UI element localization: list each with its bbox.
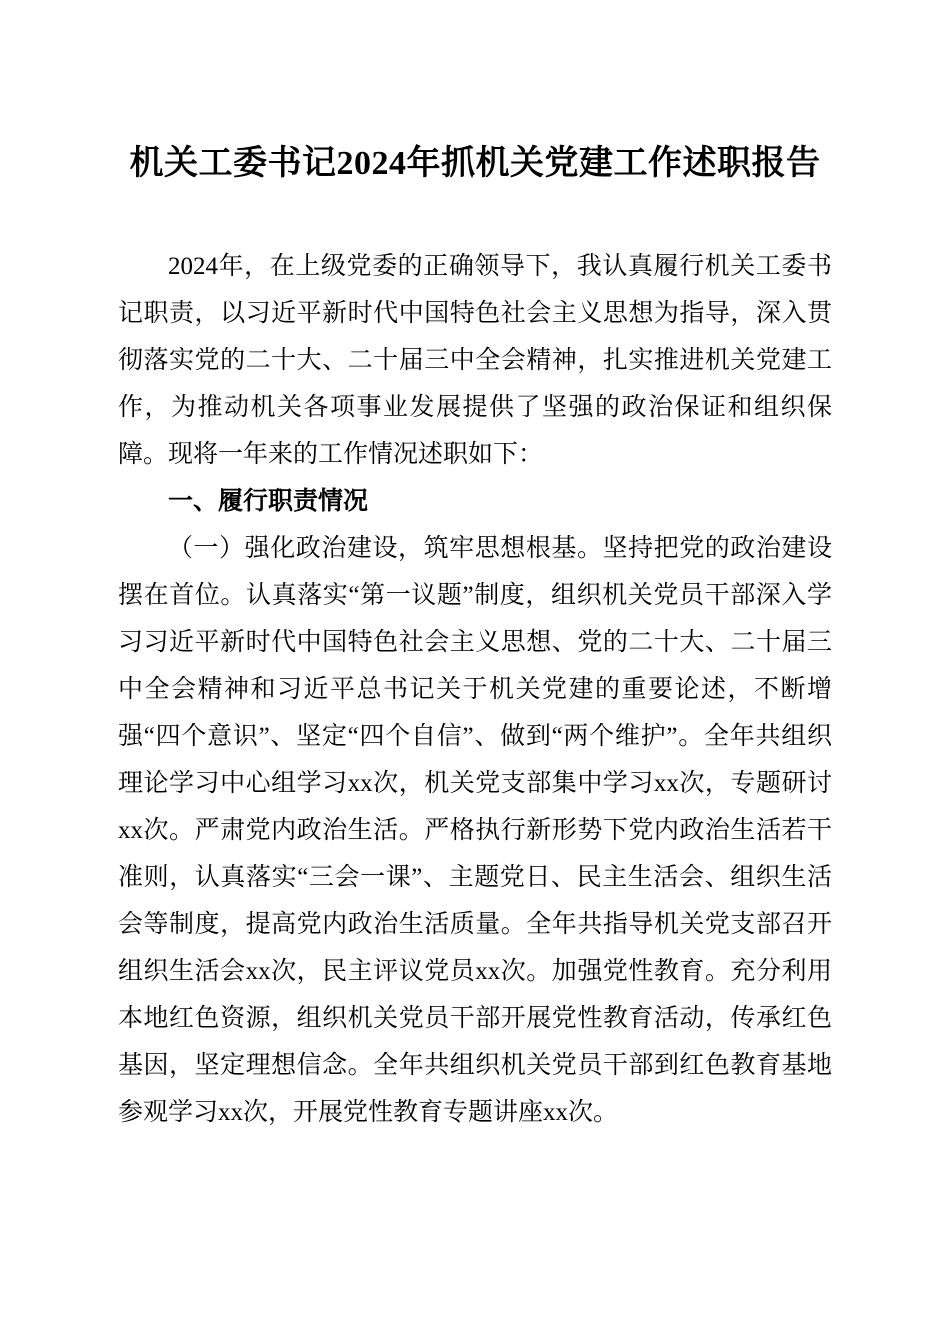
paragraph-intro: 2024年，在上级党委的正确领导下，我认真履行机关工委书记职责，以习近平新时代中国特色社会主义思想为指导，深入贯彻落实党的二十大、二十届三中全会精神，扎实推进机关党建工作，为推动机关各项事业发展提供了坚强的政治保证和组织保障。现将一年来的工作情况述职如下：: [118, 252, 832, 468]
document-title: 机关工委书记2024年抓机关党建工作述职报告: [129, 145, 821, 182]
section-heading-1: 一、履行职责情况: [168, 486, 369, 515]
paragraph-section-1-body: 坚持把党的政治建设摆在首位。认真落实“第一议题”制度，组织机关党员干部深入学习习近平新时代中国特色社会主义思想、党的二十大、二十届三中全会精神和习近平总书记关于机关党建的重要论述，不断增强“四个意识”、坚定“四个自信”、做到“两个维护”。全年共组织理论学习中心组学习xx次，机关党支部集中学习xx次，专题研讨xx次。严肃党内政治生活。严格执行新形势下党内政治生活若干准则，认真落实“三会一课”、主题党日、民主生活会、组织生活会等制度，提高党内政治生活质量。全年共指导机关党支部召开组织生活会xx次，民主评议党员xx次。加强党性教育。充分利用本地红色资源，组织机关党员干部开展党性教育活动，传承红色基因，坚定理想信念。全年共组织机关党员干部到红色教育基地参观学习xx次，开展党性教育专题讲座xx次。: [118, 534, 832, 1126]
paragraph-section-1-lead: （一）强化政治建设，筑牢思想根基。: [168, 534, 603, 562]
paragraph-section-1: [118, 525, 832, 1136]
